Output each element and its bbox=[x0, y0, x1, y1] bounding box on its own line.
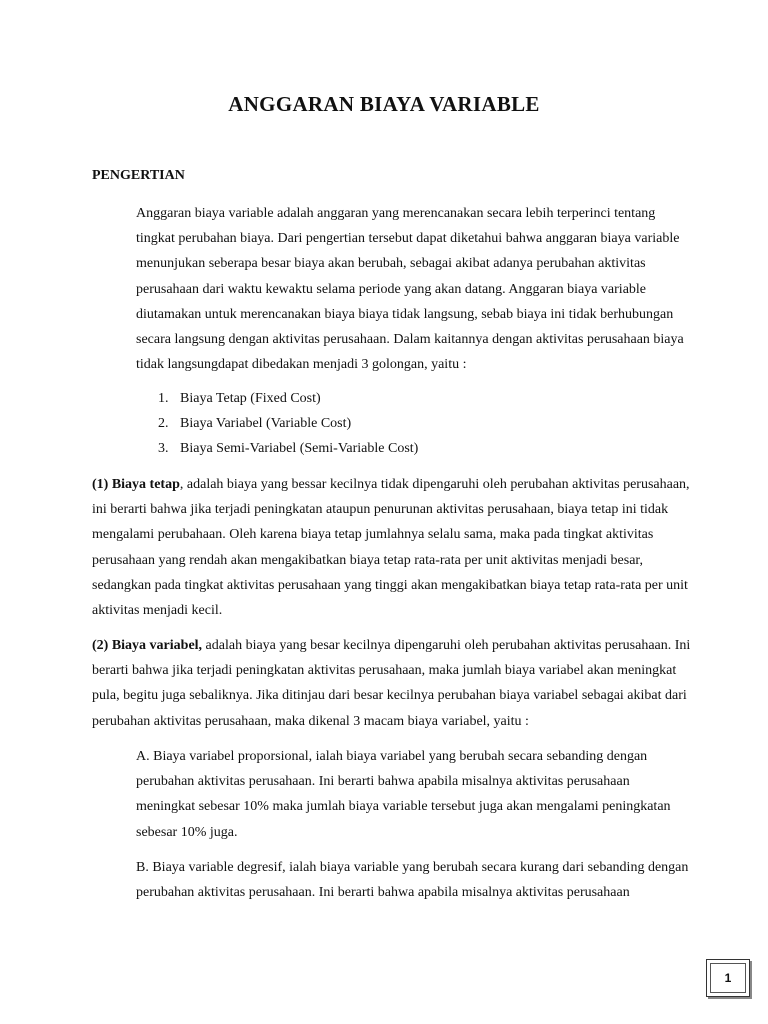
section-heading-pengertian: PENGERTIAN bbox=[92, 168, 185, 183]
intro-line: tingkat perubahan biaya. Dari pengertian tersebut dapat diketahui bahwa anggaran biaya variable bbox=[136, 231, 680, 247]
fixed-cost-line: mengalami perubahaan. Oleh karena biaya tetap jumlahnya selalu sama, maka pada tingkat aktivitas bbox=[92, 527, 654, 543]
intro-line: secara langsung dengan aktivitas perusahaan. Dalam kaitannya dengan aktivitas perusahaan biaya bbox=[136, 332, 684, 348]
variable-cost-line: perubahan aktivitas perusahaan, maka dikenal 3 macam biaya variabel, yaitu : bbox=[92, 713, 529, 729]
variable-cost-first-line-rest: adalah biaya yang besar kecilnya dipengaruhi oleh perubahan aktivitas perusahaan. Ini bbox=[202, 638, 691, 653]
fixed-cost-first-line bbox=[92, 472, 692, 497]
variable-cost-line: pula, begitu juga sebaliknya. Jika ditinjau dari besar kecilnya perubahan biaya variabel sebagai akibat dari bbox=[92, 688, 687, 704]
intro-line: diutamakan untuk merencanakan biaya biaya tidak langsung, sebab biaya ini tidak berhubungan bbox=[136, 306, 674, 322]
list-item-text: Biaya Variabel (Variable Cost) bbox=[180, 416, 352, 431]
variable-type-a-line: perubahan aktivitas perusahaan. Ini berarti bahwa apabila misalnya aktivitas perusahaan bbox=[136, 774, 630, 790]
variable-type-a-line: A. Biaya variabel proporsional, ialah biaya variabel yang berubah secara sebanding dengan bbox=[136, 749, 648, 764]
variable-cost-line: berarti bahwa jika terjadi peningkatan aktivitas perusahaan, maka jumlah biaya variabel akan meningkat bbox=[92, 663, 677, 679]
list-item-number: 2. bbox=[158, 416, 169, 431]
list-item bbox=[158, 436, 418, 461]
variable-type-a-paragraph bbox=[136, 744, 696, 845]
variable-type-b-line: perubahan aktivitas perusahaan. Ini berarti bahwa apabila misalnya aktivitas perusahaan bbox=[136, 885, 630, 901]
document-title: ANGGARAN BIAYA VARIABLE bbox=[228, 92, 540, 116]
list-item-text: Biaya Tetap (Fixed Cost) bbox=[180, 391, 321, 406]
page-number: 1 bbox=[724, 971, 732, 985]
fixed-cost-line: perusahaan yang rendah akan mengakibatkan biaya tetap rata-rata per unit aktivitas menjadi besar, bbox=[92, 552, 644, 568]
variable-cost-first-line bbox=[92, 633, 692, 658]
list-item bbox=[158, 386, 418, 411]
list-item-text: Biaya Semi-Variabel (Semi-Variable Cost) bbox=[180, 441, 419, 456]
page-number-box bbox=[706, 959, 750, 997]
cost-category-list bbox=[158, 386, 418, 461]
variable-cost-paragraph bbox=[92, 633, 692, 734]
variable-cost-lead: (2) Biaya variabel, bbox=[92, 638, 203, 653]
fixed-cost-lead: (1) Biaya tetap bbox=[92, 477, 180, 492]
list-item-number: 3. bbox=[158, 441, 169, 456]
intro-paragraph bbox=[136, 201, 696, 377]
intro-line: menunjukan seberapa besar biaya akan berubah, sebagai akibat adanya perubahan aktivitas bbox=[136, 256, 646, 272]
list-item bbox=[158, 411, 418, 436]
variable-type-b-paragraph bbox=[136, 855, 696, 905]
variable-type-a-line: sebesar 10% juga. bbox=[136, 824, 238, 840]
fixed-cost-line: aktivitas menjadi kecil. bbox=[92, 603, 223, 619]
fixed-cost-first-line-rest: , adalah biaya yang bessar kecilnya tidak dipengaruhi oleh perubahan aktivitas perusahaan, bbox=[179, 477, 690, 492]
intro-line: Anggaran biaya variable adalah anggaran yang merencanakan secara lebih terperinci tentang bbox=[136, 206, 656, 221]
intro-line: tidak langsungdapat dibedakan menjadi 3 golongan, yaitu : bbox=[136, 357, 467, 373]
fixed-cost-line: sedangkan pada tingkat aktivitas perusahaan yang tinggi akan mengakibatkan biaya tetap rata-rata per unit bbox=[92, 577, 688, 593]
variable-type-a-line: meningkat sebesar 10% maka jumlah biaya variable tersebut juga akan mengalami peningkatan bbox=[136, 799, 671, 815]
list-item-number: 1. bbox=[158, 391, 169, 406]
fixed-cost-line: ini berarti bahwa jika terjadi peningkatan ataupun penurunan aktivitas perusahaan, biaya tetap ini tidak bbox=[92, 502, 669, 518]
fixed-cost-paragraph bbox=[92, 472, 692, 623]
intro-line: perusahaan dari waktu kewaktu selama periode yang akan datang. Anggaran biaya variable bbox=[136, 281, 647, 297]
variable-type-b-line: B. Biaya variable degresif, ialah biaya variable yang berubah secara kurang dari sebanding dengan bbox=[136, 860, 689, 875]
